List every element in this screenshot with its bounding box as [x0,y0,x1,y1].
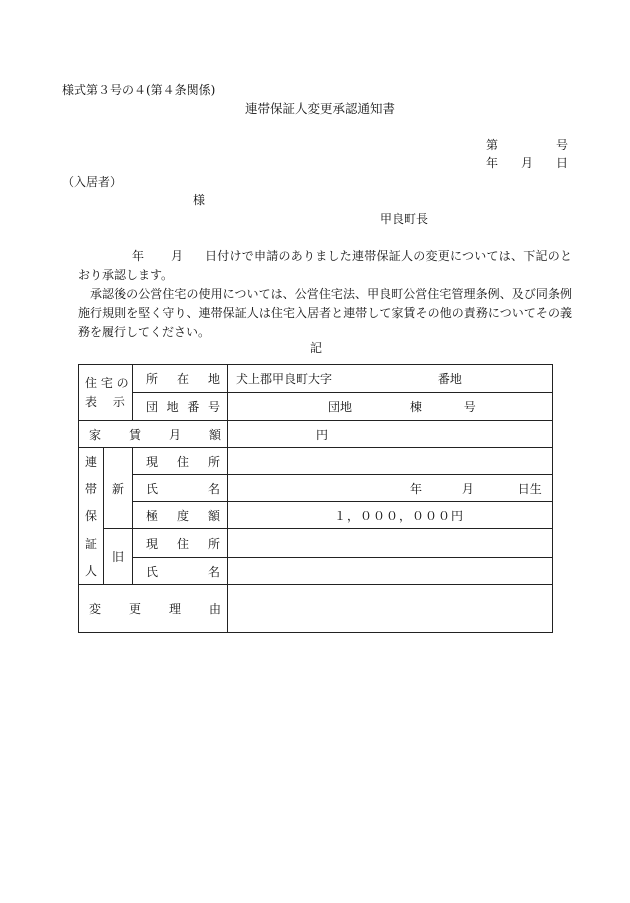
housing-display-line2: 表 示 [85,394,125,409]
date-month: 月 [521,156,534,170]
complex-char: 号 [207,400,220,414]
location-label-cell [133,365,228,393]
address-char: 現 [146,536,159,551]
limit-char: 極 [146,508,159,523]
old-address-value [228,529,553,558]
old-address-label [133,529,228,558]
reason-char: 変 [89,602,102,616]
reason-char: 更 [129,602,142,616]
address-char: 住 [177,536,190,551]
para1-year: 年 [132,249,145,263]
reason-char: 由 [209,602,222,616]
limit-value: １，０００，０００円 [334,508,465,523]
rent-char: 月 [169,427,182,442]
paragraph-approval: 日付けで申請のありました連帯保証人の変更については、下記のとおり承認します。 [78,249,572,282]
limit-char: 度 [177,508,190,523]
ki-heading: 記 [310,341,323,355]
location-char: 在 [177,372,190,386]
reason-label-cell [79,585,228,633]
complex-building: 棟 [409,400,422,414]
address-char: 所 [207,536,220,551]
rent-char: 賃 [129,427,142,442]
number-suffix: 号 [556,138,569,152]
birth-year: 年 [410,481,423,496]
name-char: 氏 [146,564,159,579]
guarantor-char: 人 [84,563,97,578]
housing-display-line1: 住 宅 の [85,375,129,390]
new-label-cell [104,448,133,529]
date-year: 年 [486,156,499,170]
complex-number: 号 [463,400,476,414]
form-label: 様式第３号の４(第４条関係) [62,83,216,97]
limit-char: 額 [207,508,220,523]
address-char: 住 [177,454,190,469]
new-limit-label [133,502,228,529]
location-suffix: 番地 [437,372,462,386]
location-char: 所 [146,372,159,386]
location-char: 地 [207,372,220,386]
name-char: 名 [208,564,221,579]
old-label: 旧 [112,550,125,564]
issuer-name: 甲良町長 [380,212,429,226]
complex-value: 団地 [328,400,353,414]
name-char: 氏 [146,481,159,496]
rent-char: 額 [209,427,222,442]
birth-month: 月 [461,481,474,496]
paragraph-obligations: 承認後の公営住宅の使用については、公営住宅法、甲良町公営住宅管理条例、及び同条例施行規則を堅く守り、連帯保証人は住宅入居者と連帯して家賃その他の責務についてその義務を履行してください。 [78,287,572,339]
new-limit-value [228,502,553,529]
new-address-label [133,448,228,475]
reason-char: 理 [169,602,182,616]
document-title: 連帯保証人変更承認通知書 [245,101,396,116]
complex-value-cell [228,393,553,421]
complex-char: 番 [187,400,200,414]
para1-month: 月 [171,249,184,263]
guarantor-label-cell [79,448,104,585]
housing-display-cell [79,365,133,421]
guarantor-char: 帯 [84,482,97,497]
guarantor-char: 保 [84,509,97,524]
complex-label-cell [133,393,228,421]
honorific: 様 [193,193,206,207]
reason-value-cell [228,585,553,633]
old-name-label [133,558,228,585]
old-label-cell [104,529,133,585]
new-address-value [228,448,553,475]
number-prefix: 第 [486,138,499,152]
complex-char: 団 [146,400,159,414]
guarantor-char: 連 [84,455,97,470]
new-name-label [133,475,228,502]
name-char: 名 [208,481,221,496]
new-name-value [228,475,553,502]
location-value: 犬上郡甲良町大字 [236,372,333,386]
birth-day: 日生 [517,481,542,496]
rent-unit: 円 [316,427,329,442]
guarantor-char: 証 [84,536,97,551]
details-table [78,364,553,633]
address-char: 現 [146,454,159,469]
date-day: 日 [556,156,569,170]
rent-label-cell [79,421,228,448]
new-label: 新 [112,481,125,496]
addressee-label: （入居者） [62,175,123,189]
rent-char: 家 [89,427,102,442]
complex-char: 地 [166,400,179,414]
location-value-cell [228,365,553,393]
address-char: 所 [207,454,220,469]
rent-value-cell [228,421,553,448]
old-name-value [228,558,553,585]
